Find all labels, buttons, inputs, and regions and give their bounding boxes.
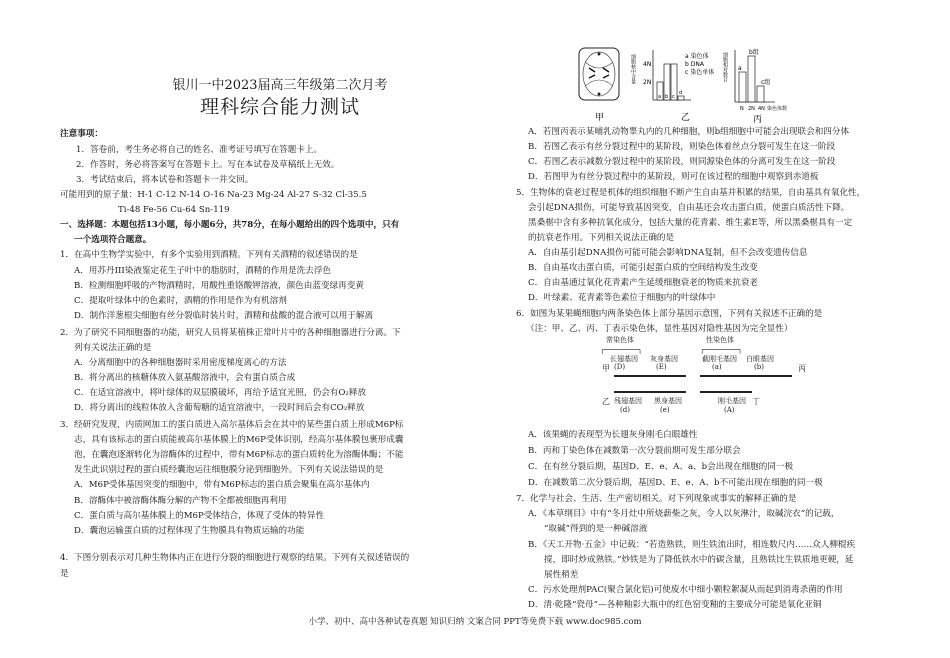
bing-bar xyxy=(739,72,746,102)
question-option: D．叶绿素、花青素等色素位于细胞内的叶绿体中 xyxy=(528,293,716,303)
bing-tick: 2N xyxy=(748,106,755,112)
chromosome-label: 丁 xyxy=(752,397,760,406)
label-jia: 甲 xyxy=(595,113,605,123)
gene-label: 黑身基因 xyxy=(654,397,682,405)
question-stem: 1．在高中生物学实验中，有多个实验用到酒精。下列有关酒精的叙述错误的是 xyxy=(60,250,358,260)
question-option: D．将分离出的线粒体放入含葡萄糖的适宜溶液中，一段时间后会有CO₂释放 xyxy=(74,403,365,413)
question-stem: 的抗衰老作用。下列相关说法正确的是 xyxy=(528,233,675,243)
chromosome-label: 甲 xyxy=(602,364,610,373)
question-stem: 列有关说法正确的是 xyxy=(74,343,152,353)
school-title: 银川一中2023届高三年级第二次月考 xyxy=(172,78,388,93)
question-stem: 是 xyxy=(60,569,69,579)
question-option: A．自由基引起DNA损伤可能可能会影响DNA复制，但不会改变遗传信息 xyxy=(528,248,808,258)
cell-division-figure xyxy=(575,44,795,126)
question-option: D．制作洋葱根尖细胞有丝分裂临时装片时，酒精和盐酸的混合液可以用于解离 xyxy=(74,311,374,321)
question-option: B．溶酶体中被溶酶体酶分解的产物不全都被细胞再利用 xyxy=(74,496,287,506)
yi-bar-label: a xyxy=(658,94,662,100)
chromosome-label: 乙 xyxy=(602,397,610,406)
chromosome-gene-figure xyxy=(540,335,810,423)
question-stem: 3．经研究发现，内质网加工的蛋白质进入高尔基体后会在其中的某些蛋白质上形成M6P标 xyxy=(60,420,404,430)
chromosome-label: 丙 xyxy=(798,364,806,373)
chart-yi xyxy=(630,50,715,100)
question-option: C．在有丝分裂后期，基因D、E、e、A、a、b会出现在细胞的同一极 xyxy=(528,462,794,472)
page-footer: 小学、初中、高中各种试卷真题 知识归纳 文案合同 PPT等免费下载 www.doc985.com xyxy=(308,617,642,627)
gene-label: 白眼基因 xyxy=(746,355,774,363)
question-stem: 5．生物体的衰老过程是机体的组织细胞不断产生自由基并积累的结果，自由基具有氧化性， xyxy=(516,188,866,198)
question-option: A．该果蝇的表现型为长翅灰身刚毛白眼雄性 xyxy=(528,430,698,440)
section-heading: 一个选项符合题意。 xyxy=(74,235,152,245)
bing-group: a xyxy=(738,65,742,72)
gene-symbol: (E) xyxy=(656,363,667,371)
question-option: C．蛋白质与高尔基体膜上的M6P受体结合，体现了受体的特异性 xyxy=(74,511,325,521)
bing-bar xyxy=(748,56,755,102)
yi-tick: 4N xyxy=(643,61,652,68)
question-stem: 6．如图为某果蝇细胞内两条染色体上部分基因示意图，下列有关叙述不正确的是 xyxy=(516,309,823,319)
label-bing: 丙 xyxy=(753,115,763,125)
autosome-label: 常染色体 xyxy=(606,336,634,344)
question-option: 搅，即时炒成熟铁。”炒铁是为了降低铁水中的碳含量，且熟铁比生铁质地更硬，延 xyxy=(544,555,854,565)
gene-symbol: (e) xyxy=(660,406,670,414)
atomic-mass-line: Ti-48 Fe-56 Cu-64 Sn-119 xyxy=(118,205,230,215)
question-option: D．囊泡运输蛋白质的过程体现了生物膜具有物质运输的功能 xyxy=(74,526,305,536)
question-stem: 会引起DNA损伤，可能导致基因突变，自由基还会攻击蛋白质，使蛋白质活性下降。 xyxy=(528,203,850,213)
notice-item: 2．作答时，务必将答案写在答题卡上。写在本试卷及草稿纸上无效。 xyxy=(76,160,340,170)
question-option: “取碱”得到的是一种碱溶液 xyxy=(544,524,648,534)
gene-label: 残翅基因 xyxy=(614,397,642,405)
notice-item: 3．考试结束后，将本试卷和答题卡一并交回。 xyxy=(76,175,254,185)
question-option: D．清·乾隆“瓷母”—各种釉彩大瓶中的红色窑变釉的主要成分可能是氧化亚铜 xyxy=(528,600,822,610)
notice-item: 1．答卷前，考生务必将自己的姓名、准考证号填写在答题卡上。 xyxy=(76,145,323,155)
bing-group: b组 xyxy=(749,49,759,56)
notice-heading: 注意事项： xyxy=(60,129,103,139)
cell-jia-drawing xyxy=(579,48,619,100)
question-option: A．若图丙表示某哺乳动物睾丸内的几种细胞，则b组细胞中可能会出现联会和四分体 xyxy=(528,127,850,137)
question-stem: 发生此识别过程的蛋白质经囊泡运往细胞膜分泌到细胞外。下列有关说法错误的是 xyxy=(74,465,384,475)
label-yi: 乙 xyxy=(681,113,691,123)
chromosome-ding-line xyxy=(700,391,752,393)
question-option: C．提取叶绿体中的色素时，酒精的作用是作为有机溶剂 xyxy=(74,296,287,306)
question-note: （注：甲、乙、丙、丁表示染色体，显性基因对隐性基因为完全显性） xyxy=(526,324,793,334)
bing-ylabel: 细胞相对数目 xyxy=(722,52,728,82)
question-stem: 泡，在囊泡逐渐转化为溶酶体的过程中，带有M6P标志的蛋白质转化为溶酶体酶；不能 xyxy=(74,450,404,460)
yi-tick: 2N xyxy=(643,79,652,86)
top-bracket: ┌────────┐ xyxy=(600,346,643,354)
question-option: 展性稍差 xyxy=(544,570,579,580)
yi-legend: a 染色体 xyxy=(685,53,709,60)
question-option: B．若图乙表示有丝分裂过程中的某阶段，则染色体着丝点分裂可发生在这一阶段 xyxy=(528,142,836,152)
question-option: C．若图乙表示减数分裂过程中的某阶段，则同源染色体的分离可发生在这一阶段 xyxy=(528,157,836,167)
bing-tick: 4N xyxy=(758,106,765,112)
bing-bar xyxy=(757,86,764,102)
gene-symbol: (A) xyxy=(724,406,735,414)
question-option: A．分离细胞中的各种细胞器时采用密度梯度离心的方法 xyxy=(74,358,287,368)
question-option: C．自由基通过氧化花青素产生延缓细胞衰老的物质来抗衰老 xyxy=(528,278,759,288)
question-option: A．M6P受体基因突变的细胞中，带有M6P标志的蛋白质会聚集在高尔基体内 xyxy=(74,480,370,490)
bing-tick: N xyxy=(740,106,744,112)
question-stem: 4．下图分别表示对几种生物体内正在进行分裂的细胞进行观察的结果。下列有关叙述错误的 xyxy=(60,553,410,563)
question-option: B．自由基攻击蛋白质，可能引起蛋白质的空间结构发生改变 xyxy=(528,263,758,273)
gene-label: 长翅基因 xyxy=(610,355,638,363)
question-option: C．在适宜溶液中，将叶绿体的双层膜破坏，再给予适宜光照，仍会有O₂释放 xyxy=(74,388,367,398)
gene-symbol: (d) xyxy=(620,406,630,414)
gene-label: 刚毛基因 xyxy=(718,397,746,405)
exam-title: 理科综合能力测试 xyxy=(199,96,360,118)
question-option: B．丙和丁染色体在减数第一次分裂前期可发生部分联会 xyxy=(528,446,741,456)
yi-bar-label: d xyxy=(679,90,683,96)
yi-bar-label: c xyxy=(672,94,675,100)
question-stem: 7．化学与社会、生活、生产密切相关。对下列现象或事实的解释正确的是 xyxy=(516,494,797,504)
chromosome-yi-line xyxy=(614,391,686,393)
gene-label: 截刚毛基因 xyxy=(702,355,737,363)
question-option: A．《本草纲目》中有“冬月灶中所烧薪柴之灰，令人以灰淋汁，取碱浣衣”的记载， xyxy=(528,509,840,519)
sex-chromosome-label: 性染色体 xyxy=(706,336,734,344)
question-stem: 志，具有该标志的蛋白质能被高尔基体膜上的M6P受体识别，经高尔基体膜包裹形成囊 xyxy=(74,435,404,445)
question-option: A．用苏丹III染液鉴定花生子叶中的脂肪时，酒精的作用是洗去浮色 xyxy=(74,266,332,276)
question-option: D．在减数第二次分裂后期，基因D、E、e、A、b不可能出现在细胞的同一极 xyxy=(528,478,823,488)
section-heading: 一、选择题：本题包括13小题，每小题6分，共78分，在每小题给出的四个选项中，只有 xyxy=(60,220,400,230)
bing-group: c组 xyxy=(761,79,771,86)
top-bracket: ┌────────┐ xyxy=(700,346,743,354)
chart-bing xyxy=(722,48,787,112)
question-stem: 2．为了研究不同细胞器的功能，研究人员将某植株正常叶片中的各种细胞器进行分离。下 xyxy=(60,328,401,338)
yi-ylabel: 细胞核中含量 xyxy=(630,54,636,84)
gene-symbol: (b) xyxy=(754,363,764,371)
question-stem: 黑桑椹中含有多种抗氧化成分，包括大量的花青素、维生素E等，所以黑桑椹具有一定 xyxy=(528,218,853,228)
yi-bar xyxy=(678,96,684,100)
question-option: D．若图甲为有丝分裂过程中的某阶段，则可在该过程的细胞中观察到赤道板 xyxy=(528,172,819,182)
question-option: B．检测细胞呼吸的产物酒精时，用酸性重铬酸钾溶液，颜色由蓝变绿再变黄 xyxy=(74,281,364,291)
yi-legend: b DNA xyxy=(685,61,704,68)
gene-symbol: (D) xyxy=(614,363,626,371)
chromosome-jia-line xyxy=(614,375,686,377)
atomic-mass-line: 可能用到的原子量：H-1 C-12 N-14 O-16 Na-23 Mg-24 Al-27 S-32 Cl-35.5 xyxy=(60,190,367,200)
yi-legend: c 染色单体 xyxy=(685,69,715,76)
yi-bar-label: b xyxy=(665,94,669,100)
bing-xlabel: 染色体数 xyxy=(767,106,788,112)
question-option: B．《天工开物·五金》中记载：“若造熟铁，则生铁流出时，相连数尺内……众人柳棍疾 xyxy=(528,540,856,550)
question-option: B．将分离出的核糖体放入氨基酸溶液中，会有蛋白质合成 xyxy=(74,373,296,383)
question-option: C．污水处理剂PAC(聚合氯化铝)可使废水中细小颗粒絮凝从而起到消毒杀菌的作用 xyxy=(528,585,843,595)
gene-label: 灰身基因 xyxy=(650,355,678,363)
gene-symbol: (a) xyxy=(712,363,722,371)
chromosome-bing-line xyxy=(700,375,792,377)
